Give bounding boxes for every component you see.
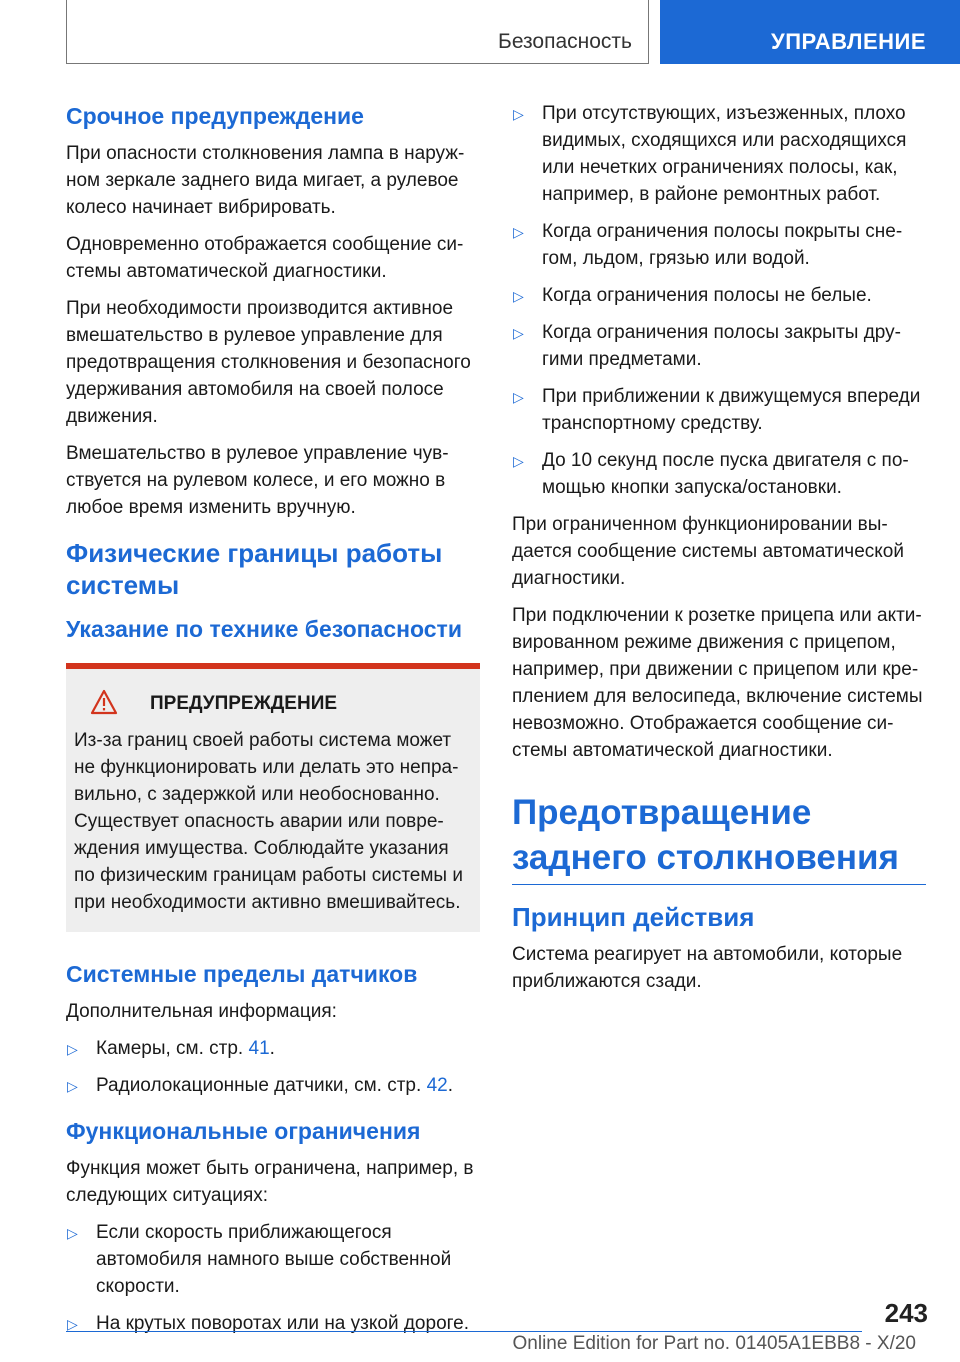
bullet-triangle-icon: ▷ <box>513 453 524 469</box>
paragraph: При подключении к розетке прицепа или акти-вированном режиме движения с прицепом, например, при движении с прицепом или кре-плением для велосипеда, включение системы невозможно. Отображается сообщение си-стемы автоматической диагностики. <box>512 605 923 761</box>
sensor-limits-heading: Системные пределы датчиков <box>66 961 418 987</box>
system-limits-heading: Физические границы работы системы <box>66 538 443 600</box>
list-item: ▷ Радиолокационные датчики, см. стр. 42. <box>67 1075 453 1096</box>
paragraph: Система реагирует на автомобили, которые приближаются сзади. <box>512 944 903 992</box>
paragraph: При необходимости производится активное вмешательство в рулевое управление для предотвращения столкновения и безопасного удерживания автомобиля на своей полосе движения. <box>66 298 471 427</box>
bullet-triangle-icon: ▷ <box>513 389 524 405</box>
bullet-triangle-icon: ▷ <box>67 1225 78 1241</box>
bullet-triangle-icon: ▷ <box>513 288 524 304</box>
list-item: ▷ До 10 секунд после пуска двигателя с по-мощью кнопки запуска/остановки. <box>513 450 909 498</box>
list-item: ▷ При приближении к движущемуся впереди транспортному средству. <box>513 386 921 434</box>
warning-title: ПРЕДУПРЕЖДЕНИЕ <box>150 693 338 714</box>
bullet-triangle-icon: ▷ <box>513 325 524 341</box>
right-column <box>512 100 926 1005</box>
page-link-cameras[interactable]: 41 <box>248 1038 270 1059</box>
header-chapter-title: УПРАВЛЕНИЕ <box>771 29 926 54</box>
rear-collision-heading-block <box>512 790 926 885</box>
left-column <box>66 100 480 1347</box>
header-section-box <box>66 0 649 64</box>
paragraph: Одновременно отображается сообщение си-стемы автоматической диагностики. <box>66 234 464 282</box>
warning-title-row <box>74 689 472 719</box>
bullet-triangle-icon: ▷ <box>513 106 524 122</box>
paragraph: При ограниченном функционировании вы-дается сообщение системы автоматической диагностики. <box>512 514 904 589</box>
urgent-warning-heading: Срочное предупреждение <box>66 103 364 129</box>
list-item: ▷ Если скорость приближающегося автомобиля намного выше собственной скорости. <box>67 1222 452 1297</box>
list-item: ▷ При отсутствующих, изъезженных, плохо видимых, сходящихся или расходящихся или нечетких ограничениях полосы, как, например, в районе ремонтных работ. <box>513 103 907 205</box>
rear-collision-heading: Предотвращение заднего столкновения <box>512 793 899 877</box>
header-section-title: Безопасность <box>498 30 632 53</box>
page-number: 243 <box>884 1298 928 1328</box>
bullet-triangle-icon: ▷ <box>67 1041 78 1057</box>
list-item: ▷ Камеры, см. стр. 41. <box>67 1038 275 1059</box>
functional-limits-heading: Функциональные ограничения <box>66 1118 421 1144</box>
paragraph: Дополнительная информация: <box>66 1001 337 1022</box>
safety-note-heading: Указание по технике безопасности <box>66 616 462 642</box>
warning-text: Из-за границ своей работы система может не функционировать или делать это непра-вильно, с задержкой или необоснованно. Существует опасность аварии или повре-ждения имущества. Соблюдайте указания по физическим границам работы системы и при необходимости активно вмешивайтесь. <box>74 730 463 913</box>
footer-divider <box>66 1331 862 1332</box>
warning-triangle-icon <box>90 689 118 715</box>
bullet-triangle-icon: ▷ <box>67 1316 78 1332</box>
list-item: ▷ Когда ограничения полосы не белые. <box>513 285 872 306</box>
sensor-list <box>66 1035 480 1099</box>
functional-limits-list <box>66 1219 480 1337</box>
list-item: ▷ На крутых поворотах или на узкой дороге. <box>67 1313 469 1334</box>
list-item: ▷ Когда ограничения полосы покрыты сне-гом, льдом, грязью или водой. <box>513 221 903 269</box>
header-chapter-tab <box>660 0 960 64</box>
principle-heading: Принцип действия <box>512 902 755 932</box>
paragraph: Функция может быть ограничена, например, в следующих ситуациях: <box>66 1158 474 1206</box>
bullet-triangle-icon: ▷ <box>513 224 524 240</box>
list-item: ▷ Когда ограничения полосы закрыты дру-гими предметами. <box>513 322 901 370</box>
paragraph: При опасности столкновения лампа в наруж-ном зеркале заднего вида мигает, а рулевое колесо начинает вибрировать. <box>66 143 465 218</box>
paragraph: Вмешательство в рулевое управление чув-ствуется на рулевом колесе, и его можно в любое время изменить вручную. <box>66 443 449 518</box>
warning-box <box>66 663 480 932</box>
bullet-triangle-icon: ▷ <box>67 1078 78 1094</box>
page-link-radar[interactable]: 42 <box>426 1075 448 1096</box>
lane-limits-list <box>512 100 926 501</box>
footer-edition: Online Edition for Part no. 01405A1EBB8 - X/20 <box>512 1333 916 1354</box>
